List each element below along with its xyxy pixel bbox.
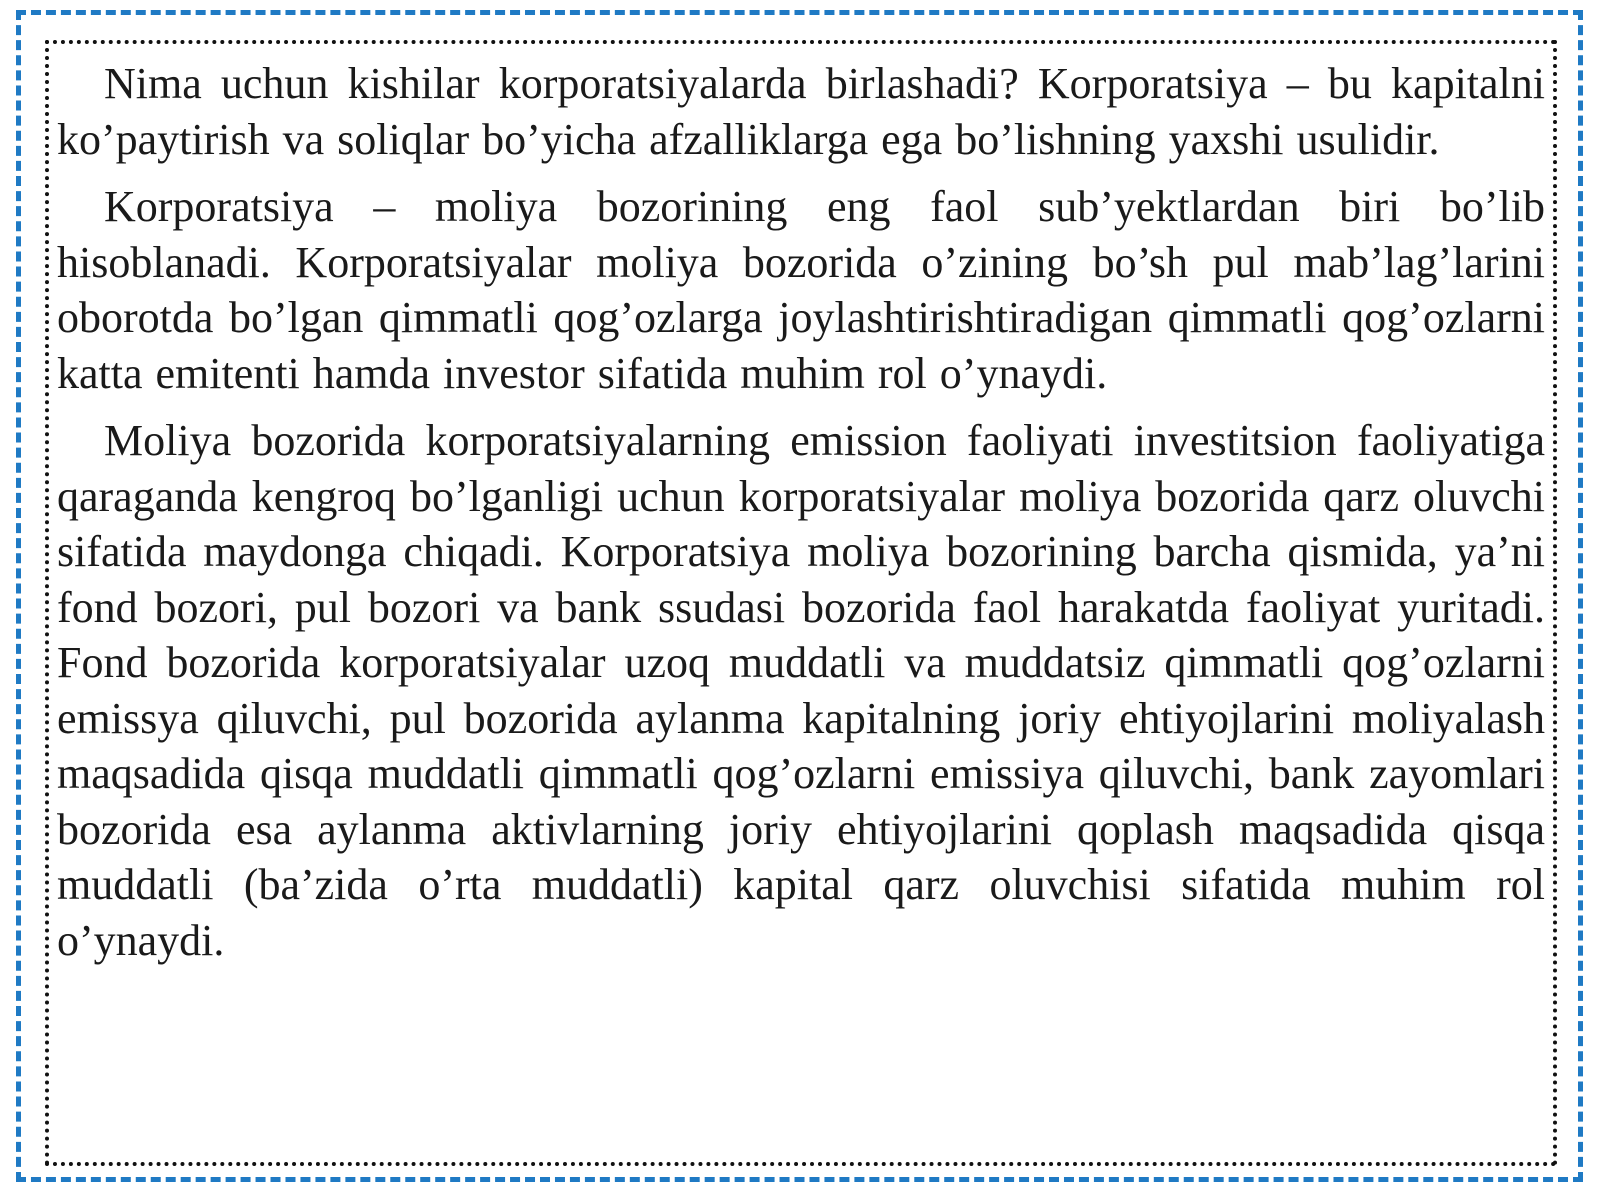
paragraph-2: Korporatsiya – moliya bozorining eng faol sub’yektlardan biri bo’lib hisoblanadi. Korporatsiyalar moliya bozorida o’zining bo’sh pul mab’lag’larini oborotda bo’lgan qimmatli qog’ozlarga joylashtirishtiradigan qimmatli qog’ozlarni katta emitenti hamda investor sifatida muhim rol o’ynaydi. <box>57 182 1545 398</box>
inner-dotted-frame <box>45 40 1557 1166</box>
paragraph-3: Moliya bozorida korporatsiyalarning emission faoliyati investitsion faoliyatiga qaraganda kengroq bo’lganligi uchun korporatsiyalar moliya bozorida qarz oluvchi sifatida maydonga chiqadi. Korporatsiya moliya bozorining barcha qismida, ya’ni fond bozori, pul bozori va bank ssudasi bozorida faol harakatda faoliyat yuritadi. Fond bozorida korporatsiyalar uzoq muddatli va muddatsiz qimmatli qog’ozlarni emissya qiluvchi, pul bozorida aylanma kapitalning joriy ehtiyojlarini moliyalash maqsadida qisqa muddatli qimmatli qog’ozlarni emissiya qiluvchi, bank zayomlari bozorida esa aylanma aktivlarning joriy ehtiyojlarini qoplash maqsadida qisqa muddatli (ba’zida o’rta muddatli) kapital qarz oluvchisi sifatida muhim rol o’ynaydi. <box>57 416 1545 965</box>
paragraph-1: Nima uchun kishilar korporatsiyalarda birlashadi? Korporatsiya – bu kapitalni ko’paytirish va soliqlar bo’yicha afzalliklarga ega bo’lishning yaxshi usulidir. <box>57 59 1545 164</box>
